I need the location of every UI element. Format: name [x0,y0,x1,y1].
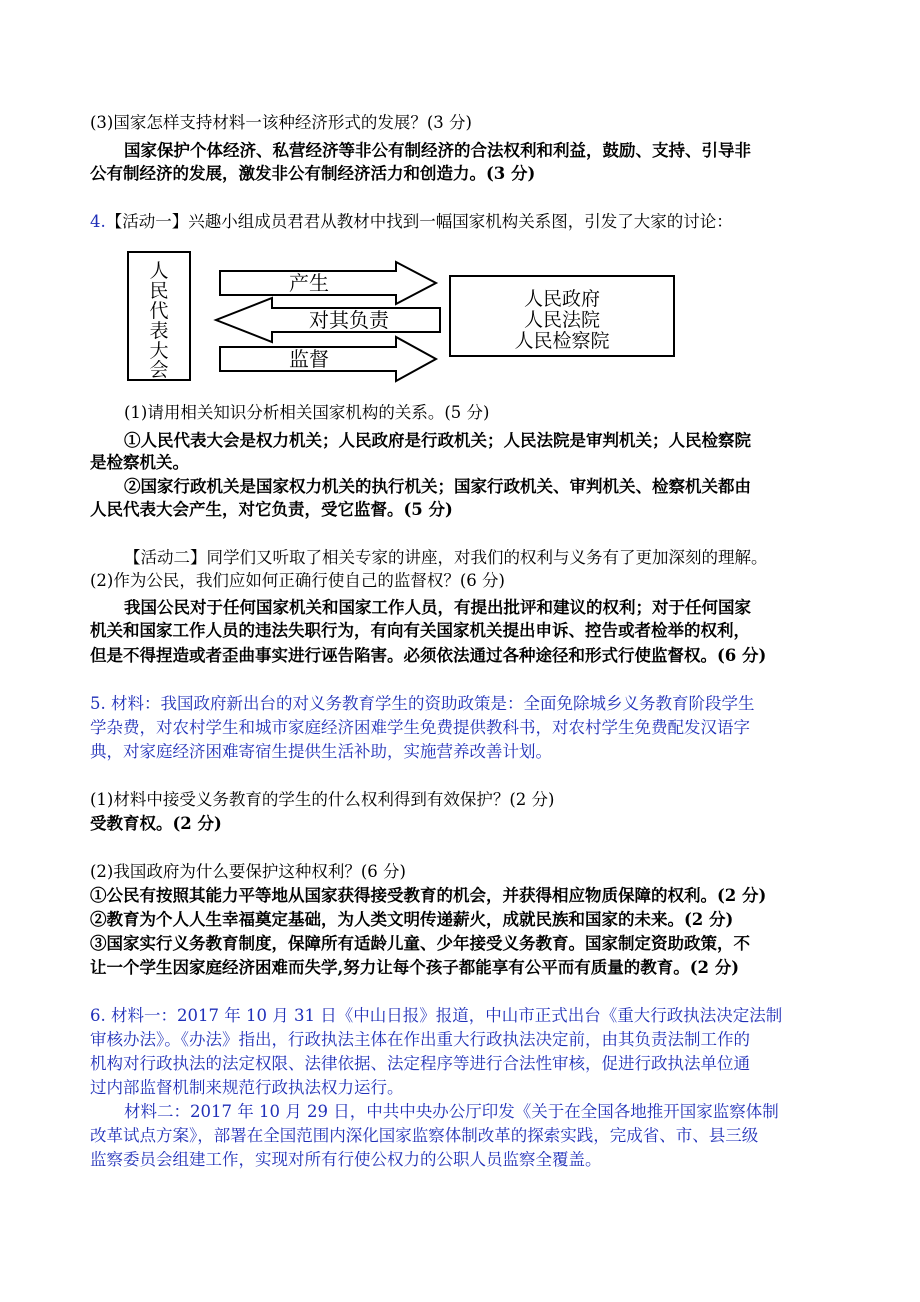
arrow-supervise-label: 监督 [289,347,329,371]
q5-sub2-question: (2)我国政府为什么要保护这种权利？(6 分) [90,862,406,881]
q4-sub1-answer-line-2: 是检察机关。 [90,453,189,472]
q4-sub2-answer-line-2: 机关和国家工作人员的违法失职行为，有向有关国家机关提出申诉、控告或者检举的权利， [90,621,750,640]
q5-material-line-1: 5. 材料：我国政府新出台的对义务教育学生的资助政策是：全面免除城乡义务教育阶段学生 [90,694,755,713]
q5-sub2-answer-line-4: 让一个学生因家庭经济困难而失学,努力让每个孩子都能享有公平而有质量的教育。(2 分) [90,958,740,977]
npc-char-2: 民 [149,280,169,302]
q6-material2-line-3: 监察委员会组建工作，实现对所有行使公权力的公职人员监察全覆盖。 [90,1150,602,1169]
q4-intro [90,211,733,233]
q3-sub3-answer-line-2: 公有制经济的发展，激发非公有制经济活力和创造力。(3 分) [90,164,536,183]
arrow-produce-label: 产生 [289,271,329,295]
q6-material2-line-2: 改革试点方案》，部署在全国范围内深化国家监察体制改革的探索实践，完成省、市、县三级 [90,1126,759,1145]
q4-intro-text: 【活动一】兴趣小组成员君君从教材中找到一幅国家机构关系图，引发了大家的讨论： [105,212,733,231]
q4-sub1-answer-line-4: 人民代表大会产生，对它负责，受它监督。(5 分) [90,500,453,519]
q4-sub2-question: (2)作为公民，我们应如何正确行使自己的监督权？(6 分) [90,571,505,590]
q5-sub2-answer-line-3: ③国家实行义务教育制度，保障所有适龄儿童、少年接受义务教育。国家制定资助政策，不 [90,934,750,953]
organ-government: 人民政府 [523,288,601,310]
npc-char-5: 大 [149,340,169,362]
npc-char-1: 人 [149,260,169,282]
q6-material1-line-1: 6. 材料一：2017 年 10 月 31 日《中山日报》报道，中山市正式出台《重大行政执法决定法制 [90,1006,783,1025]
q5-sub2-answer-line-1: ①公民有按照其能力平等地从国家获得接受教育的机会，并获得相应物质保障的权利。(2 分) [90,886,767,905]
q4-sub1-answer-line-1: ①人民代表大会是权力机关；人民政府是行政机关；人民法院是审判机关；人民检察院 [124,431,751,450]
q4-activity2: 【活动二】同学们又听取了相关专家的讲座，对我们的权利与义务有了更加深刻的理解。 [124,548,768,567]
npc-char-4: 表 [149,320,169,342]
q4-sub2-answer-line-3: 但是不得捏造或者歪曲事实进行诬告陷害。必须依法通过各种途径和形式行使监督权。(6 分) [90,646,767,665]
arrow-responsible-label: 对其负责 [309,308,389,332]
npc-char-6: 会 [149,359,169,381]
q6-material1-line-3: 机构对行政执法的法定权限、法律依据、法定程序等进行合法性审核，促进行政执法单位通 [90,1054,750,1073]
q6-material1-line-4: 过内部监督机制来规范行政执法权力运行。 [90,1078,404,1097]
q3-sub3-answer-line-1: 国家保护个体经济、私营经济等非公有制经济的合法权利和利益，鼓励、支持、引导非 [124,141,751,160]
organ-court: 人民法院 [523,309,601,331]
q4-number: 4. [90,212,106,231]
q4-sub2-answer-line-1: 我国公民对于任何国家机关和国家工作人员，有提出批评和建议的权利；对于任何国家 [124,598,751,617]
q6-material1-line-2: 审核办法》。《办法》指出，行政执法主体在作出重大行政执法决定前，由其负责法制工作的 [90,1030,750,1049]
q6-material2-line-1: 材料二：2017 年 10 月 29 日，中共中央办公厅印发《关于在全国各地推开国家监察体制 [124,1102,779,1121]
q5-sub1-answer: 受教育权。(2 分) [90,814,222,833]
q5-material-line-2: 学杂费，对农村学生和城市家庭经济困难学生免费提供教科书，对农村学生免费配发汉语字 [90,718,750,737]
q5-material-line-3: 典，对家庭经济困难寄宿生提供生活补助，实施营养改善计划。 [90,742,552,761]
state-organ-diagram [124,250,684,385]
q4-sub1-answer-line-3: ②国家行政机关是国家权力机关的执行机关；国家行政机关、审判机关、检察机关都由 [124,477,751,496]
q5-sub1-question: (1)材料中接受义务教育的学生的什么权利得到有效保护？(2 分) [90,790,555,809]
q4-sub1-question: (1)请用相关知识分析相关国家机构的关系。(5 分) [124,403,490,422]
npc-char-3: 代 [149,300,169,322]
organ-procuratorate: 人民检察院 [514,330,610,352]
q3-sub3-question: (3)国家怎样支持材料一该种经济形式的发展？(3 分) [90,113,472,132]
q5-sub2-answer-line-2: ②教育为个人人生幸福奠定基础，为人类文明传递薪火，成就民族和国家的未来。(2 分) [90,910,734,929]
